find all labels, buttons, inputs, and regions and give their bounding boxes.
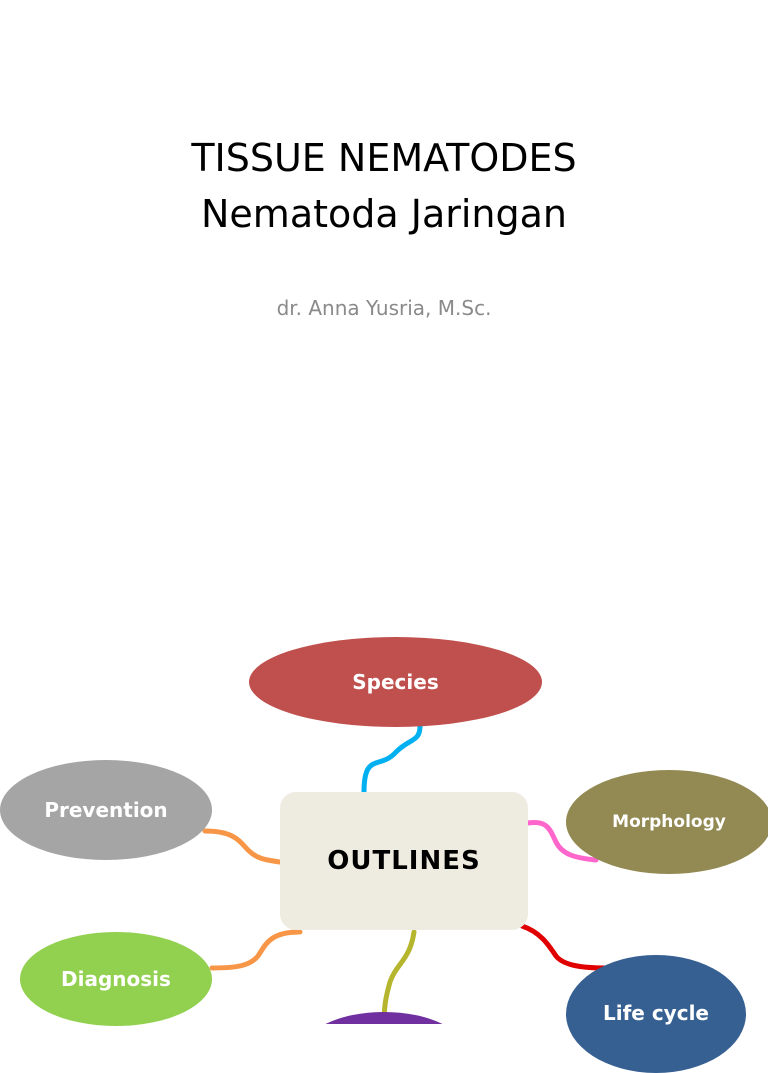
node-species — [249, 637, 542, 727]
slide-subtitle: dr. Anna Yusria, M.Sc. — [276, 296, 492, 320]
node-life-cycle-label: Life cycle — [603, 1001, 709, 1025]
node-diagnosis — [20, 932, 212, 1026]
connector-life-cycle — [522, 926, 606, 968]
node-diagnosis-label: Diagnosis — [61, 967, 171, 991]
node-life-cycle — [566, 955, 746, 1073]
node-morphology-label: Morphology — [612, 812, 726, 832]
node-prevention — [0, 760, 212, 860]
node-morphology — [566, 770, 768, 874]
connector-species — [364, 726, 420, 792]
connector-prevention — [205, 831, 280, 862]
node-species-label: Species — [352, 670, 439, 694]
outlines-center-box — [280, 792, 528, 930]
node-bottom-partial — [302, 1012, 466, 1024]
title-line-1: TISSUE NEMATODES — [191, 136, 577, 180]
outlines-label: OUTLINES — [327, 846, 481, 876]
connector-bottom — [384, 932, 414, 1024]
title-line-2: Nematoda Jaringan — [201, 192, 567, 236]
node-prevention-label: Prevention — [44, 798, 168, 822]
connector-diagnosis — [212, 932, 300, 968]
